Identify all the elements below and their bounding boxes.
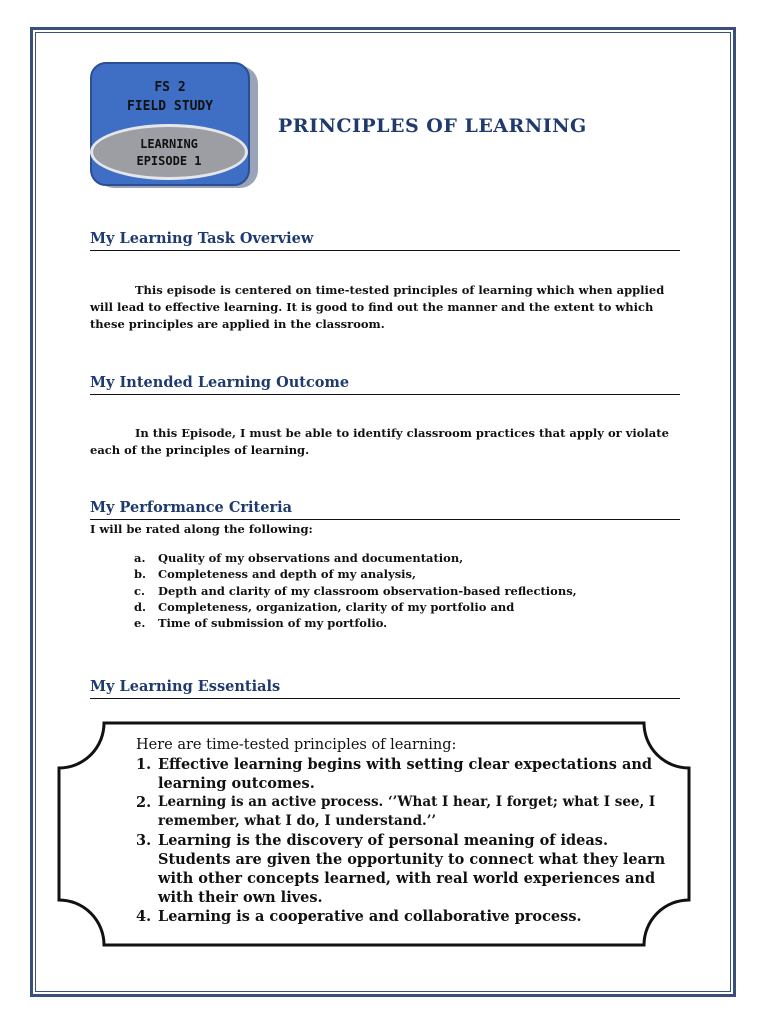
- essentials-text: Learning is a cooperative and collaborative process.: [158, 908, 582, 925]
- essentials-intro: Here are time-tested principles of learning:: [136, 737, 457, 753]
- essentials-item: [136, 831, 681, 907]
- essentials-list: [136, 755, 681, 926]
- overview-text: This episode is centered on time-tested principles of learning which when applied will lead to effective learning. It is good to find out the manner and the extent to which these principles are applied in the classroom.: [90, 283, 665, 331]
- essentials-marker: 3.: [136, 832, 152, 849]
- criteria-heading: My Performance Criteria: [90, 499, 680, 520]
- criteria-marker: b.: [134, 567, 147, 582]
- criteria-text: Time of submission of my portfolio.: [158, 616, 388, 631]
- episode-badge: [86, 58, 261, 190]
- essentials-text: Learning is the discovery of personal meaning of ideas. Students are given the opportunity to connect what they learn with other concepts learned, with real world experiences and with their own lives.: [158, 832, 666, 906]
- essentials-marker: 2.: [136, 794, 152, 811]
- criteria-marker: c.: [134, 583, 146, 598]
- badge-oval-line1: LEARNING: [140, 137, 198, 151]
- criteria-text: Completeness, organization, clarity of my portfolio and: [158, 599, 515, 614]
- essentials-item: [136, 793, 681, 831]
- criteria-text: Quality of my observations and documentation,: [158, 551, 464, 565]
- criteria-intro: I will be rated along the following:: [90, 522, 313, 536]
- essentials-item: [136, 907, 681, 926]
- essentials-item: [136, 755, 681, 793]
- essentials-text: Learning is an active process. ‘’What I hear, I forget; what I see, I remember, what I do, I understand.’’: [158, 794, 656, 829]
- criteria-item: [134, 583, 577, 599]
- criteria-item: [134, 566, 577, 582]
- criteria-marker: e.: [134, 616, 146, 631]
- criteria-marker: d.: [134, 599, 147, 614]
- essentials-marker: 4.: [136, 908, 152, 925]
- essentials-heading: My Learning Essentials: [90, 678, 680, 699]
- essentials-box: [136, 736, 681, 926]
- criteria-text: Depth and clarity of my classroom observation-based reflections,: [158, 583, 577, 598]
- document-title: PRINCIPLES OF LEARNING: [278, 115, 587, 137]
- badge-oval-line2: EPISODE 1: [136, 154, 202, 168]
- criteria-item: [134, 615, 577, 631]
- essentials-marker: 1.: [136, 756, 152, 773]
- outcome-heading: My Intended Learning Outcome: [90, 374, 680, 395]
- essentials-text: Effective learning begins with setting clear expectations and learning outcomes.: [158, 756, 653, 792]
- badge-episode-oval: [90, 124, 248, 180]
- criteria-list: [134, 550, 577, 631]
- criteria-text: Completeness and depth of my analysis,: [158, 567, 417, 582]
- badge-course-name: FIELD STUDY: [126, 99, 214, 114]
- criteria-item: [134, 550, 577, 566]
- outcome-text: In this Episode, I must be able to identify classroom practices that apply or violate each of the principles of learning.: [90, 426, 669, 457]
- badge-course-code: FS 2: [154, 80, 186, 95]
- overview-heading: My Learning Task Overview: [90, 230, 680, 251]
- criteria-marker: a.: [134, 551, 146, 565]
- criteria-item: [134, 599, 577, 615]
